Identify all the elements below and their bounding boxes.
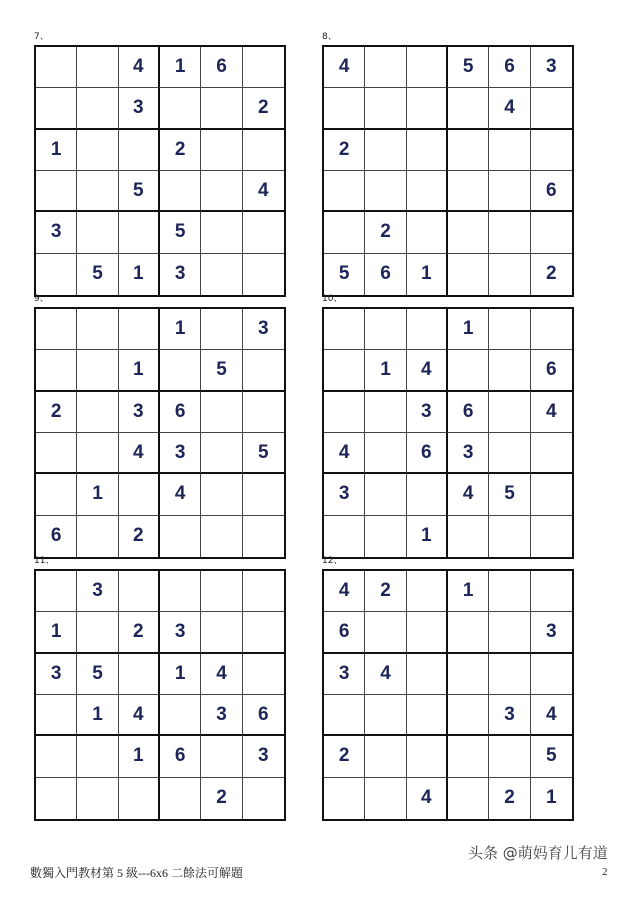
sudoku-cell: 5 [77,254,118,295]
sudoku-cell [36,695,77,736]
sudoku-cell [160,778,201,819]
sudoku-cell: 2 [546,263,557,285]
sudoku-cell [201,612,242,653]
sudoku-cell [324,778,365,819]
sudoku-cell [531,571,572,612]
sudoku-cell [77,350,118,391]
sudoku-cell: 3 [201,695,242,736]
sudoku-cell [119,309,160,350]
sudoku-cell [365,392,406,433]
sudoku-cell: 1 [160,47,201,88]
sudoku-puzzle-7 [34,32,286,297]
sudoku-cell: 1 [36,130,77,171]
sudoku-cell [448,88,489,129]
sudoku-cell: 5 [77,654,118,695]
sudoku-cell: 3 [531,612,572,653]
sudoku-cell [324,516,365,557]
sudoku-cell [77,612,118,653]
sudoku-cell [160,88,201,129]
sudoku-cell: 1 [77,474,118,515]
sudoku-cell [201,571,242,612]
sudoku-cell [324,392,365,433]
sudoku-puzzle-9 [34,294,286,559]
sudoku-cell [36,309,77,350]
sudoku-cell [160,350,201,391]
sudoku-cell [407,695,448,736]
sudoku-cell [448,612,489,653]
sudoku-cell: 3 [36,212,77,253]
sudoku-cell [365,695,406,736]
sudoku-cell [531,433,572,474]
sudoku-cell [77,47,118,88]
sudoku-cell [36,350,77,391]
sudoku-cell: 1 [36,612,77,653]
sudoku-cell [119,474,160,515]
sudoku-cell: 1 [407,254,448,295]
sudoku-grid [34,45,286,297]
sudoku-cell [407,130,448,171]
sudoku-cell: 5 [243,433,284,474]
sudoku-cell [448,171,489,212]
sudoku-cell: 5 [119,171,160,212]
sudoku-cell [365,516,406,557]
sudoku-cell [448,736,489,777]
watermark: 头条 @萌妈育儿有道 [468,844,608,862]
sudoku-cell [36,571,77,612]
sudoku-cell [36,736,77,777]
sudoku-cell [243,778,284,819]
sudoku-cell [243,47,284,88]
sudoku-cell: 4 [365,654,406,695]
sudoku-cell [448,130,489,171]
sudoku-cell [119,654,160,695]
sudoku-cell: 4 [407,778,448,819]
sudoku-cell [243,612,284,653]
sudoku-cell: 1 [407,516,448,557]
sudoku-cell [160,516,201,557]
sudoku-cell [365,778,406,819]
sudoku-cell [365,88,406,129]
sudoku-cell: 4 [119,695,160,736]
sudoku-cell [489,212,530,253]
sudoku-cell: 6 [489,47,530,88]
sudoku-cell: 1 [77,695,118,736]
sudoku-cell: 3 [160,612,201,653]
sudoku-cell: 6 [407,433,448,474]
sudoku-cell [243,516,284,557]
sudoku-cell [531,654,572,695]
sudoku-cell: 3 [531,47,572,88]
sudoku-cell [77,171,118,212]
sudoku-cell [407,571,448,612]
sudoku-cell [489,392,530,433]
sudoku-cell: 4 [201,654,242,695]
sudoku-cell [243,254,284,295]
sudoku-cell [243,130,284,171]
sudoku-cell [489,171,530,212]
sudoku-cell [243,212,284,253]
sudoku-cell: 2 [324,130,365,171]
sudoku-cell: 6 [201,47,242,88]
sudoku-cell: 6 [531,171,572,212]
sudoku-cell: 1 [448,309,489,350]
sudoku-cell [201,212,242,253]
sudoku-cell [243,654,284,695]
sudoku-cell [201,474,242,515]
sudoku-cell: 5 [531,736,572,777]
sudoku-cell: 4 [448,474,489,515]
sudoku-cell [365,474,406,515]
sudoku-cell [324,695,365,736]
sudoku-cell [201,130,242,171]
sudoku-cell [531,130,572,171]
puzzle-label: 9、 [34,294,49,304]
sudoku-cell [531,88,572,129]
sudoku-cell: 6 [365,254,406,295]
sudoku-cell [324,309,365,350]
puzzle-label: 10、 [322,294,343,304]
sudoku-cell [201,516,242,557]
sudoku-cell [489,736,530,777]
sudoku-cell [243,392,284,433]
sudoku-cell: 6 [36,516,77,557]
sudoku-cell: 4 [324,571,365,612]
sudoku-puzzle-11 [34,556,286,821]
sudoku-cell [36,778,77,819]
sudoku-cell: 4 [243,171,284,212]
sudoku-cell [160,695,201,736]
puzzle-label: 8、 [322,32,337,42]
sudoku-cell: 1 [119,254,160,295]
sudoku-cell [407,736,448,777]
sudoku-cell [36,433,77,474]
sudoku-cell [77,130,118,171]
sudoku-grid [322,569,574,821]
sudoku-cell [324,171,365,212]
sudoku-cell [77,212,118,253]
sudoku-cell [448,695,489,736]
sudoku-cell [77,516,118,557]
sudoku-cell [448,654,489,695]
sudoku-puzzle-12 [322,556,574,821]
sudoku-cell: 2 [243,88,284,129]
sudoku-cell: 3 [160,433,201,474]
sudoku-cell [160,571,201,612]
sudoku-cell: 1 [365,350,406,391]
page-number: 2 [602,866,608,878]
sudoku-puzzle-8 [322,32,574,297]
sudoku-cell [448,516,489,557]
sudoku-cell [407,474,448,515]
sudoku-cell: 3 [119,88,160,129]
sudoku-cell [489,571,530,612]
sudoku-cell: 6 [531,350,572,391]
sudoku-cell: 2 [365,212,406,253]
sudoku-cell [531,474,572,515]
sudoku-cell: 2 [324,736,365,777]
sudoku-cell: 2 [119,612,160,653]
sudoku-cell [489,350,530,391]
sudoku-cell: 5 [160,212,201,253]
sudoku-cell: 4 [489,88,530,129]
sudoku-cell: 5 [324,254,365,295]
sudoku-cell: 3 [407,392,448,433]
sudoku-cell [365,171,406,212]
sudoku-cell: 1 [448,571,489,612]
sudoku-cell: 6 [324,612,365,653]
sudoku-cell [489,612,530,653]
sudoku-cell: 6 [243,695,284,736]
sudoku-cell [407,47,448,88]
sudoku-cell: 4 [324,433,365,474]
sudoku-cell: 2 [365,571,406,612]
sudoku-puzzle-10 [322,294,574,559]
sudoku-cell: 1 [160,654,201,695]
sudoku-cell [119,571,160,612]
sudoku-cell [77,433,118,474]
sudoku-cell [489,130,530,171]
sudoku-cell: 6 [160,392,201,433]
sudoku-cell: 3 [77,571,118,612]
sudoku-cell [407,212,448,253]
sudoku-cell [201,433,242,474]
sudoku-cell [77,88,118,129]
sudoku-cell [489,654,530,695]
sudoku-cell [77,392,118,433]
sudoku-cell [36,88,77,129]
sudoku-cell [531,212,572,253]
sudoku-cell: 1 [119,350,160,391]
sudoku-cell: 3 [324,654,365,695]
sudoku-cell: 1 [546,787,557,809]
sudoku-cell [324,350,365,391]
sudoku-cell: 4 [407,350,448,391]
sudoku-cell: 2 [201,778,242,819]
sudoku-cell: 5 [448,47,489,88]
sudoku-cell [201,254,242,295]
sudoku-cell [365,433,406,474]
sudoku-cell [119,130,160,171]
sudoku-cell [201,88,242,129]
sudoku-cell [160,171,201,212]
sudoku-cell: 2 [160,130,201,171]
sudoku-cell: 1 [160,309,201,350]
sudoku-cell: 4 [119,47,160,88]
sudoku-cell [201,309,242,350]
sudoku-cell: 2 [119,516,160,557]
sudoku-cell: 4 [531,392,572,433]
sudoku-cell [407,171,448,212]
sudoku-cell [448,778,489,819]
sudoku-cell: 3 [489,695,530,736]
sudoku-cell: 3 [119,392,160,433]
sudoku-cell [531,516,572,557]
sudoku-cell [531,309,572,350]
sudoku-cell [36,474,77,515]
sudoku-cell [365,130,406,171]
sudoku-cell: 3 [160,254,201,295]
sudoku-cell: 1 [119,736,160,777]
puzzle-label: 12、 [322,556,343,566]
sudoku-cell [77,736,118,777]
sudoku-cell: 4 [119,433,160,474]
sudoku-cell: 6 [160,736,201,777]
sudoku-grid [34,307,286,559]
sudoku-cell [77,778,118,819]
puzzle-label: 11、 [34,556,55,566]
sudoku-cell [407,309,448,350]
sudoku-cell [407,612,448,653]
sudoku-cell [365,47,406,88]
sudoku-cell [448,350,489,391]
sudoku-cell [201,171,242,212]
sudoku-cell [448,254,489,295]
sudoku-grid [34,569,286,821]
sudoku-grid [322,45,574,297]
sudoku-cell: 6 [448,392,489,433]
sudoku-cell [201,736,242,777]
sudoku-cell: 4 [160,474,201,515]
sudoku-cell [365,309,406,350]
sudoku-cell: 5 [201,350,242,391]
sudoku-cell [36,171,77,212]
sudoku-cell [324,88,365,129]
sudoku-cell: 5 [489,474,530,515]
sudoku-cell [448,212,489,253]
sudoku-cell [489,254,530,295]
sudoku-cell [243,571,284,612]
sudoku-cell: 2 [36,392,77,433]
sudoku-cell [324,212,365,253]
sudoku-cell [77,309,118,350]
sudoku-cell [243,474,284,515]
sudoku-cell: 2 [489,778,530,819]
sudoku-cell [489,516,530,557]
sudoku-cell [201,392,242,433]
sudoku-cell: 3 [36,654,77,695]
puzzle-label: 7、 [34,32,49,42]
sudoku-cell [407,88,448,129]
sudoku-cell [489,309,530,350]
sudoku-cell: 3 [448,433,489,474]
sudoku-cell: 4 [324,47,365,88]
sudoku-cell [36,254,77,295]
footer-title: 數獨入門教材第 5 級---6x6 二餘法可解題 [30,866,243,880]
sudoku-cell: 4 [531,695,572,736]
sudoku-cell [365,612,406,653]
sudoku-cell: 3 [243,736,284,777]
sudoku-cell [119,778,160,819]
sudoku-cell [119,212,160,253]
sudoku-cell [243,350,284,391]
sudoku-cell [36,47,77,88]
sudoku-grid [322,307,574,559]
sudoku-cell [489,433,530,474]
sudoku-cell: 3 [243,309,284,350]
sudoku-cell [407,654,448,695]
sudoku-cell [365,736,406,777]
sudoku-cell: 3 [324,474,365,515]
